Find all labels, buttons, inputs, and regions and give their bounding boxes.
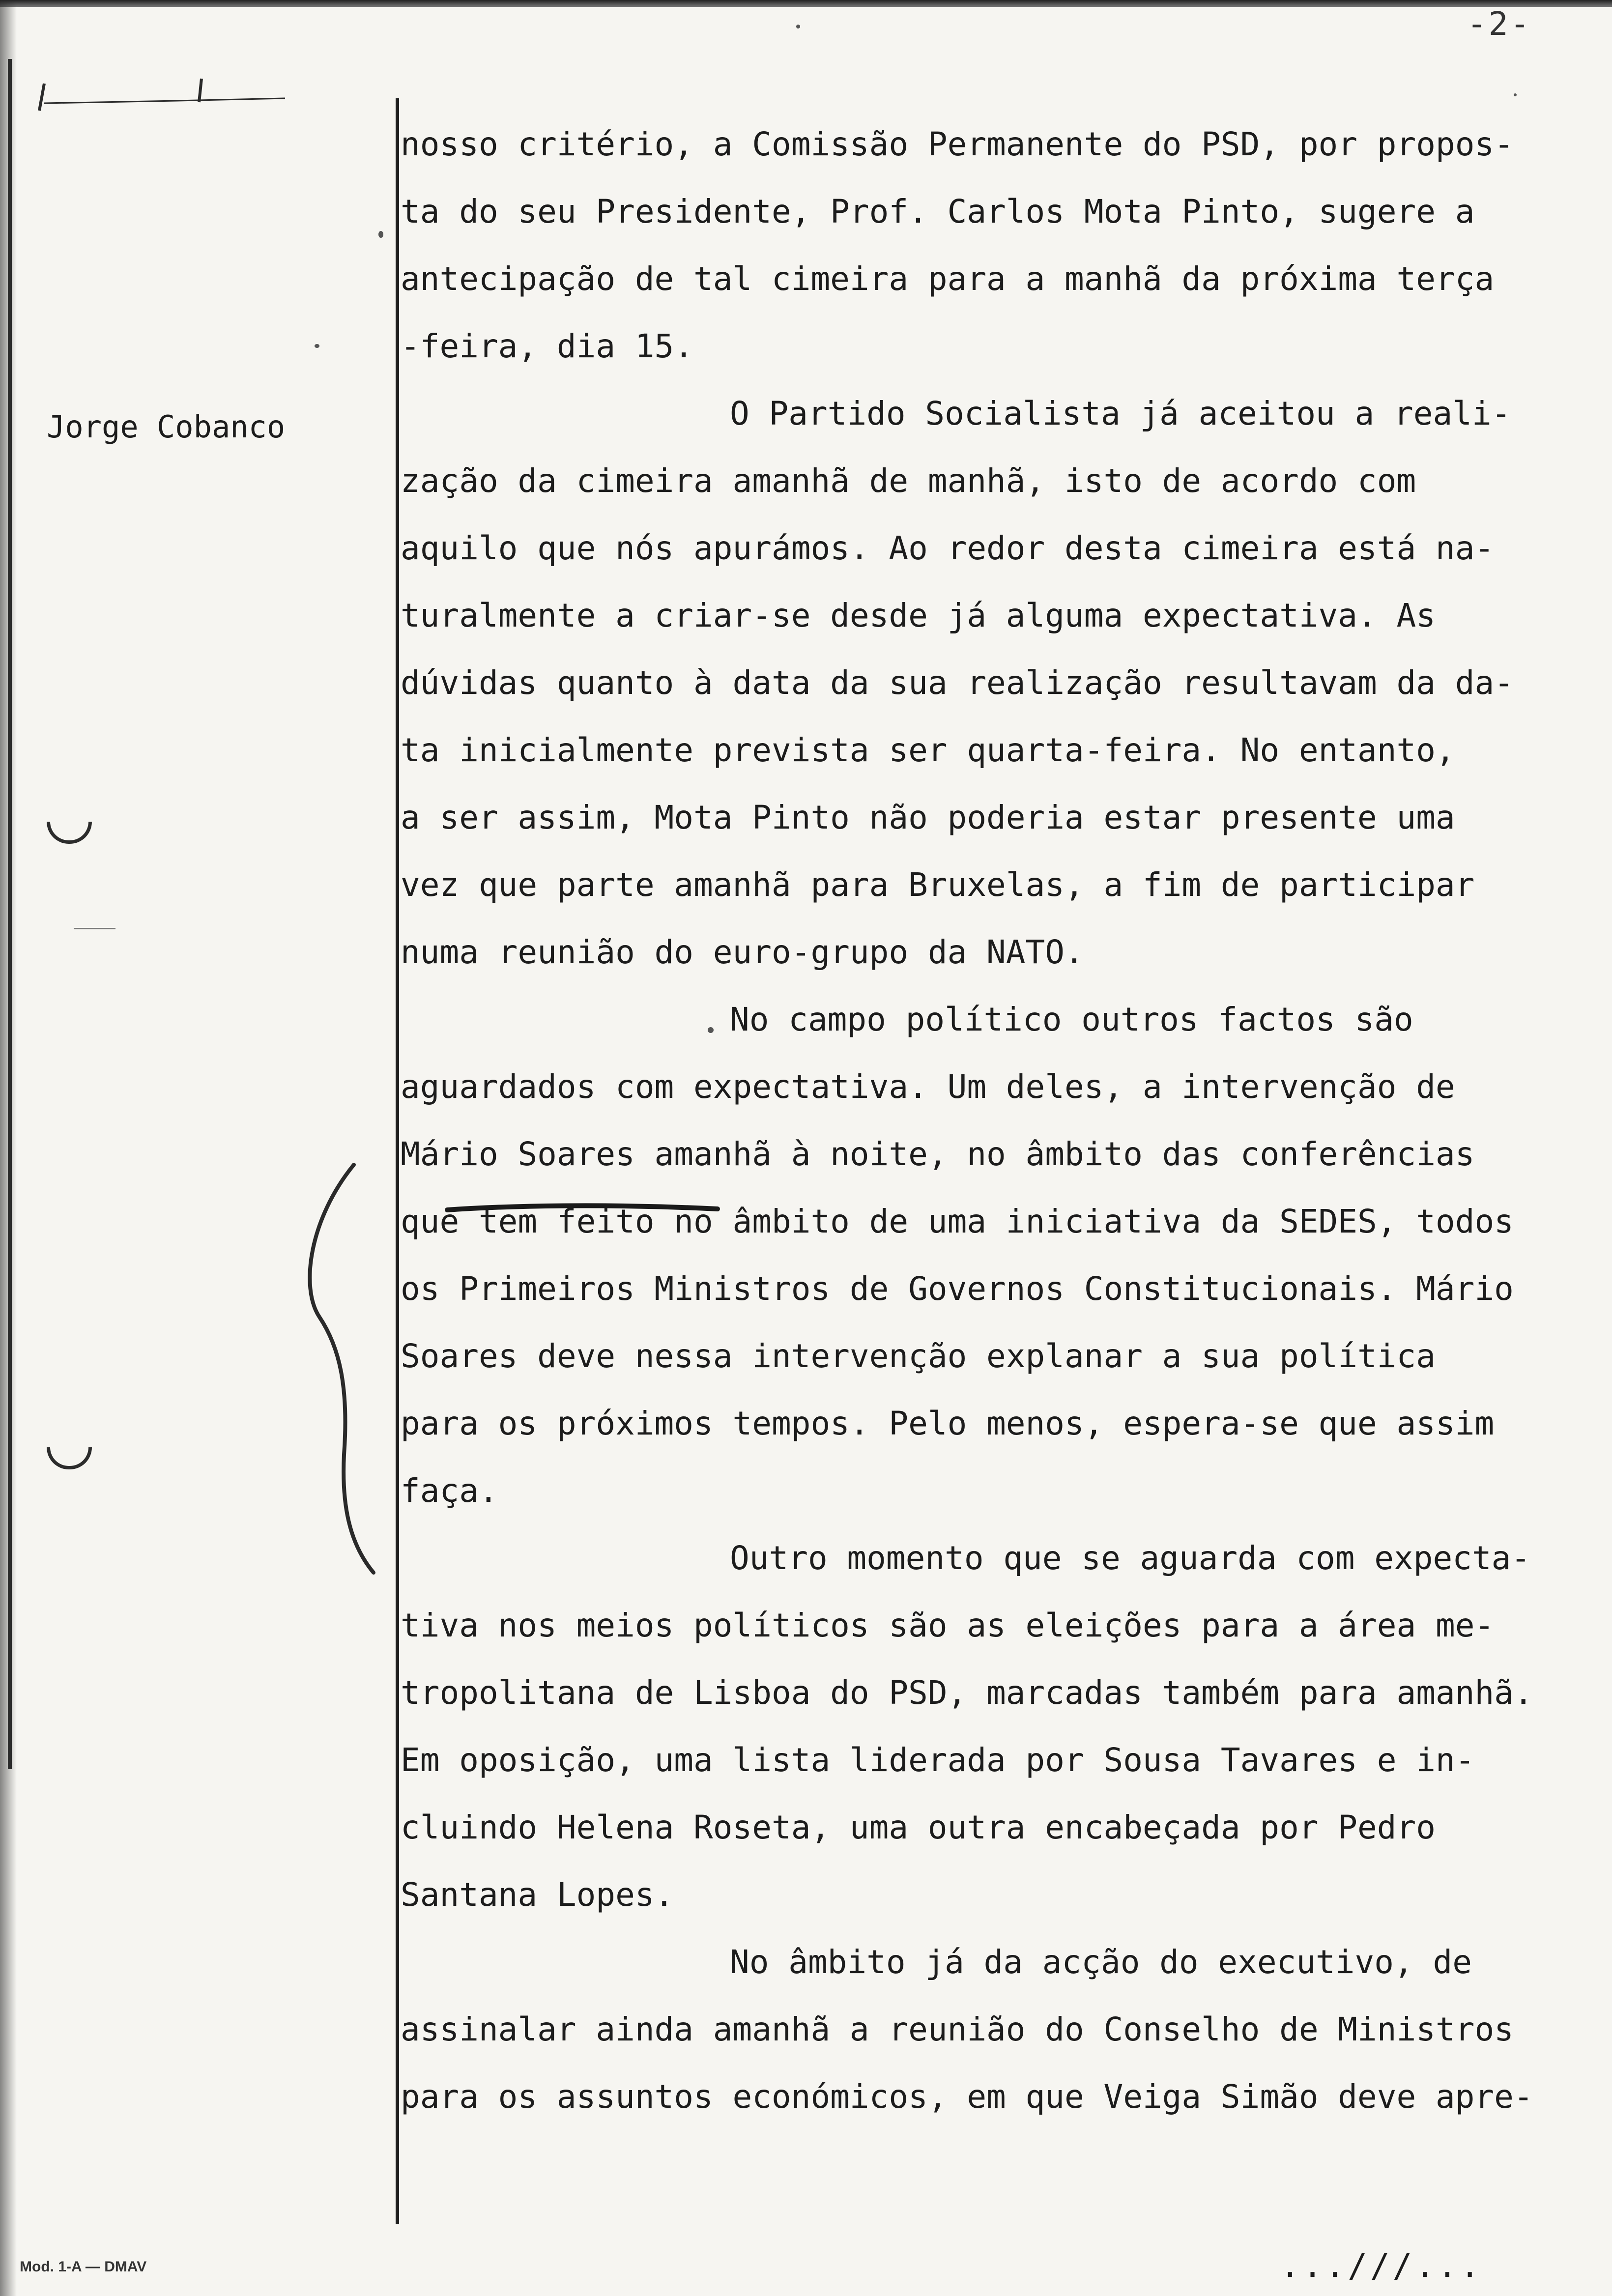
paper-speck [315,344,319,348]
transcript-body [401,111,1600,2130]
text-line: Santana Lopes. [401,1876,674,1914]
page-top-edge [0,0,1612,7]
text-line: aguardados com expectativa. Um deles, a intervenção de [401,1068,1455,1106]
text-line: ta do seu Presidente, Prof. Carlos Mota Pinto, sugere a [401,193,1475,230]
text-line: assinalar ainda amanhã a reunião do Conselho de Ministros [401,2010,1514,2048]
paper-speck [796,25,800,29]
text-line: nosso critério, a Comissão Permanente do PSD, por propos- [401,125,1514,163]
text-line: zação da cimeira amanhã de manhã, isto de acordo com [401,462,1416,500]
paragraph [401,111,1600,380]
paragraph [401,1928,1600,2130]
page-number: -2- [1467,5,1532,43]
hole-punch-mark-1 [47,822,92,844]
text-line: faça. [401,1472,498,1510]
text-line: a ser assim, Mota Pinto não poderia estar presente uma [401,799,1455,836]
text-line: numa reunião do euro-grupo da NATO. [401,933,1084,971]
paragraph [401,986,1600,1524]
speaker-name: Jorge Cobanco [47,409,286,445]
paragraph [401,380,1600,986]
text-line: cluindo Helena Roseta, uma outra encabeçada por Pedro [401,1808,1436,1846]
handwritten-bracket [290,1160,378,1578]
text-line: tropolitana de Lisboa do PSD, marcadas também para amanhã. [401,1674,1533,1712]
handwritten-underline [445,1199,720,1219]
text-line: turalmente a criar-se desde já alguma expectativa. As [401,597,1436,634]
text-line: que tem feito no âmbito de uma iniciativa da SEDES, todos [401,1203,1514,1240]
handwritten-margin-mark [29,64,285,113]
text-line: Mário Soares amanhã à noite, no âmbito das conferências [401,1135,1475,1173]
text-line: -feira, dia 15. [401,327,694,365]
text-line: os Primeiros Ministros de Governos Constitucionais. Mário [401,1270,1514,1308]
column-rule [396,98,399,2224]
paper-speck [1514,93,1517,96]
text-line: antecipação de tal cimeira para a manhã da próxima terça [401,260,1495,298]
text-line: Soares deve nessa intervenção explanar a sua política [401,1337,1436,1375]
text-line: dúvidas quanto à data da sua realização resultavam da da- [401,664,1514,702]
margin-left-rule [8,59,12,1769]
paragraph [401,1524,1600,1928]
continuation-mark: ...///... [1280,2247,1483,2285]
text-line: ta inicialmente prevista ser quarta-feira. No entanto, [401,731,1455,769]
text-line: No âmbito já da acção do executivo, de [730,1943,1472,1981]
text-line: para os próximos tempos. Pelo menos, espera-se que assim [401,1405,1495,1442]
hole-punch-mark-2 [47,1447,92,1469]
form-code: Mod. 1-A — DMAV [20,2259,147,2275]
text-line: No campo político outros factos são [730,1001,1413,1038]
paper-speck [378,231,383,238]
text-line: vez que parte amanhã para Bruxelas, a fim de participar [401,866,1475,904]
text-line: aquilo que nós apurámos. Ao redor desta cimeira está na- [401,529,1495,567]
text-line: Outro momento que se aguarda com expecta- [730,1539,1531,1577]
text-line: para os assuntos económicos, em que Veiga Simão deve apre- [401,2078,1533,2116]
text-line: tiva nos meios políticos são as eleições para a área me- [401,1607,1495,1644]
text-line: O Partido Socialista já aceitou a reali- [730,395,1511,432]
text-line: Em oposição, uma lista liderada por Sousa Tavares e in- [401,1741,1475,1779]
paper-speck [708,1027,714,1033]
margin-dash [74,928,115,929]
